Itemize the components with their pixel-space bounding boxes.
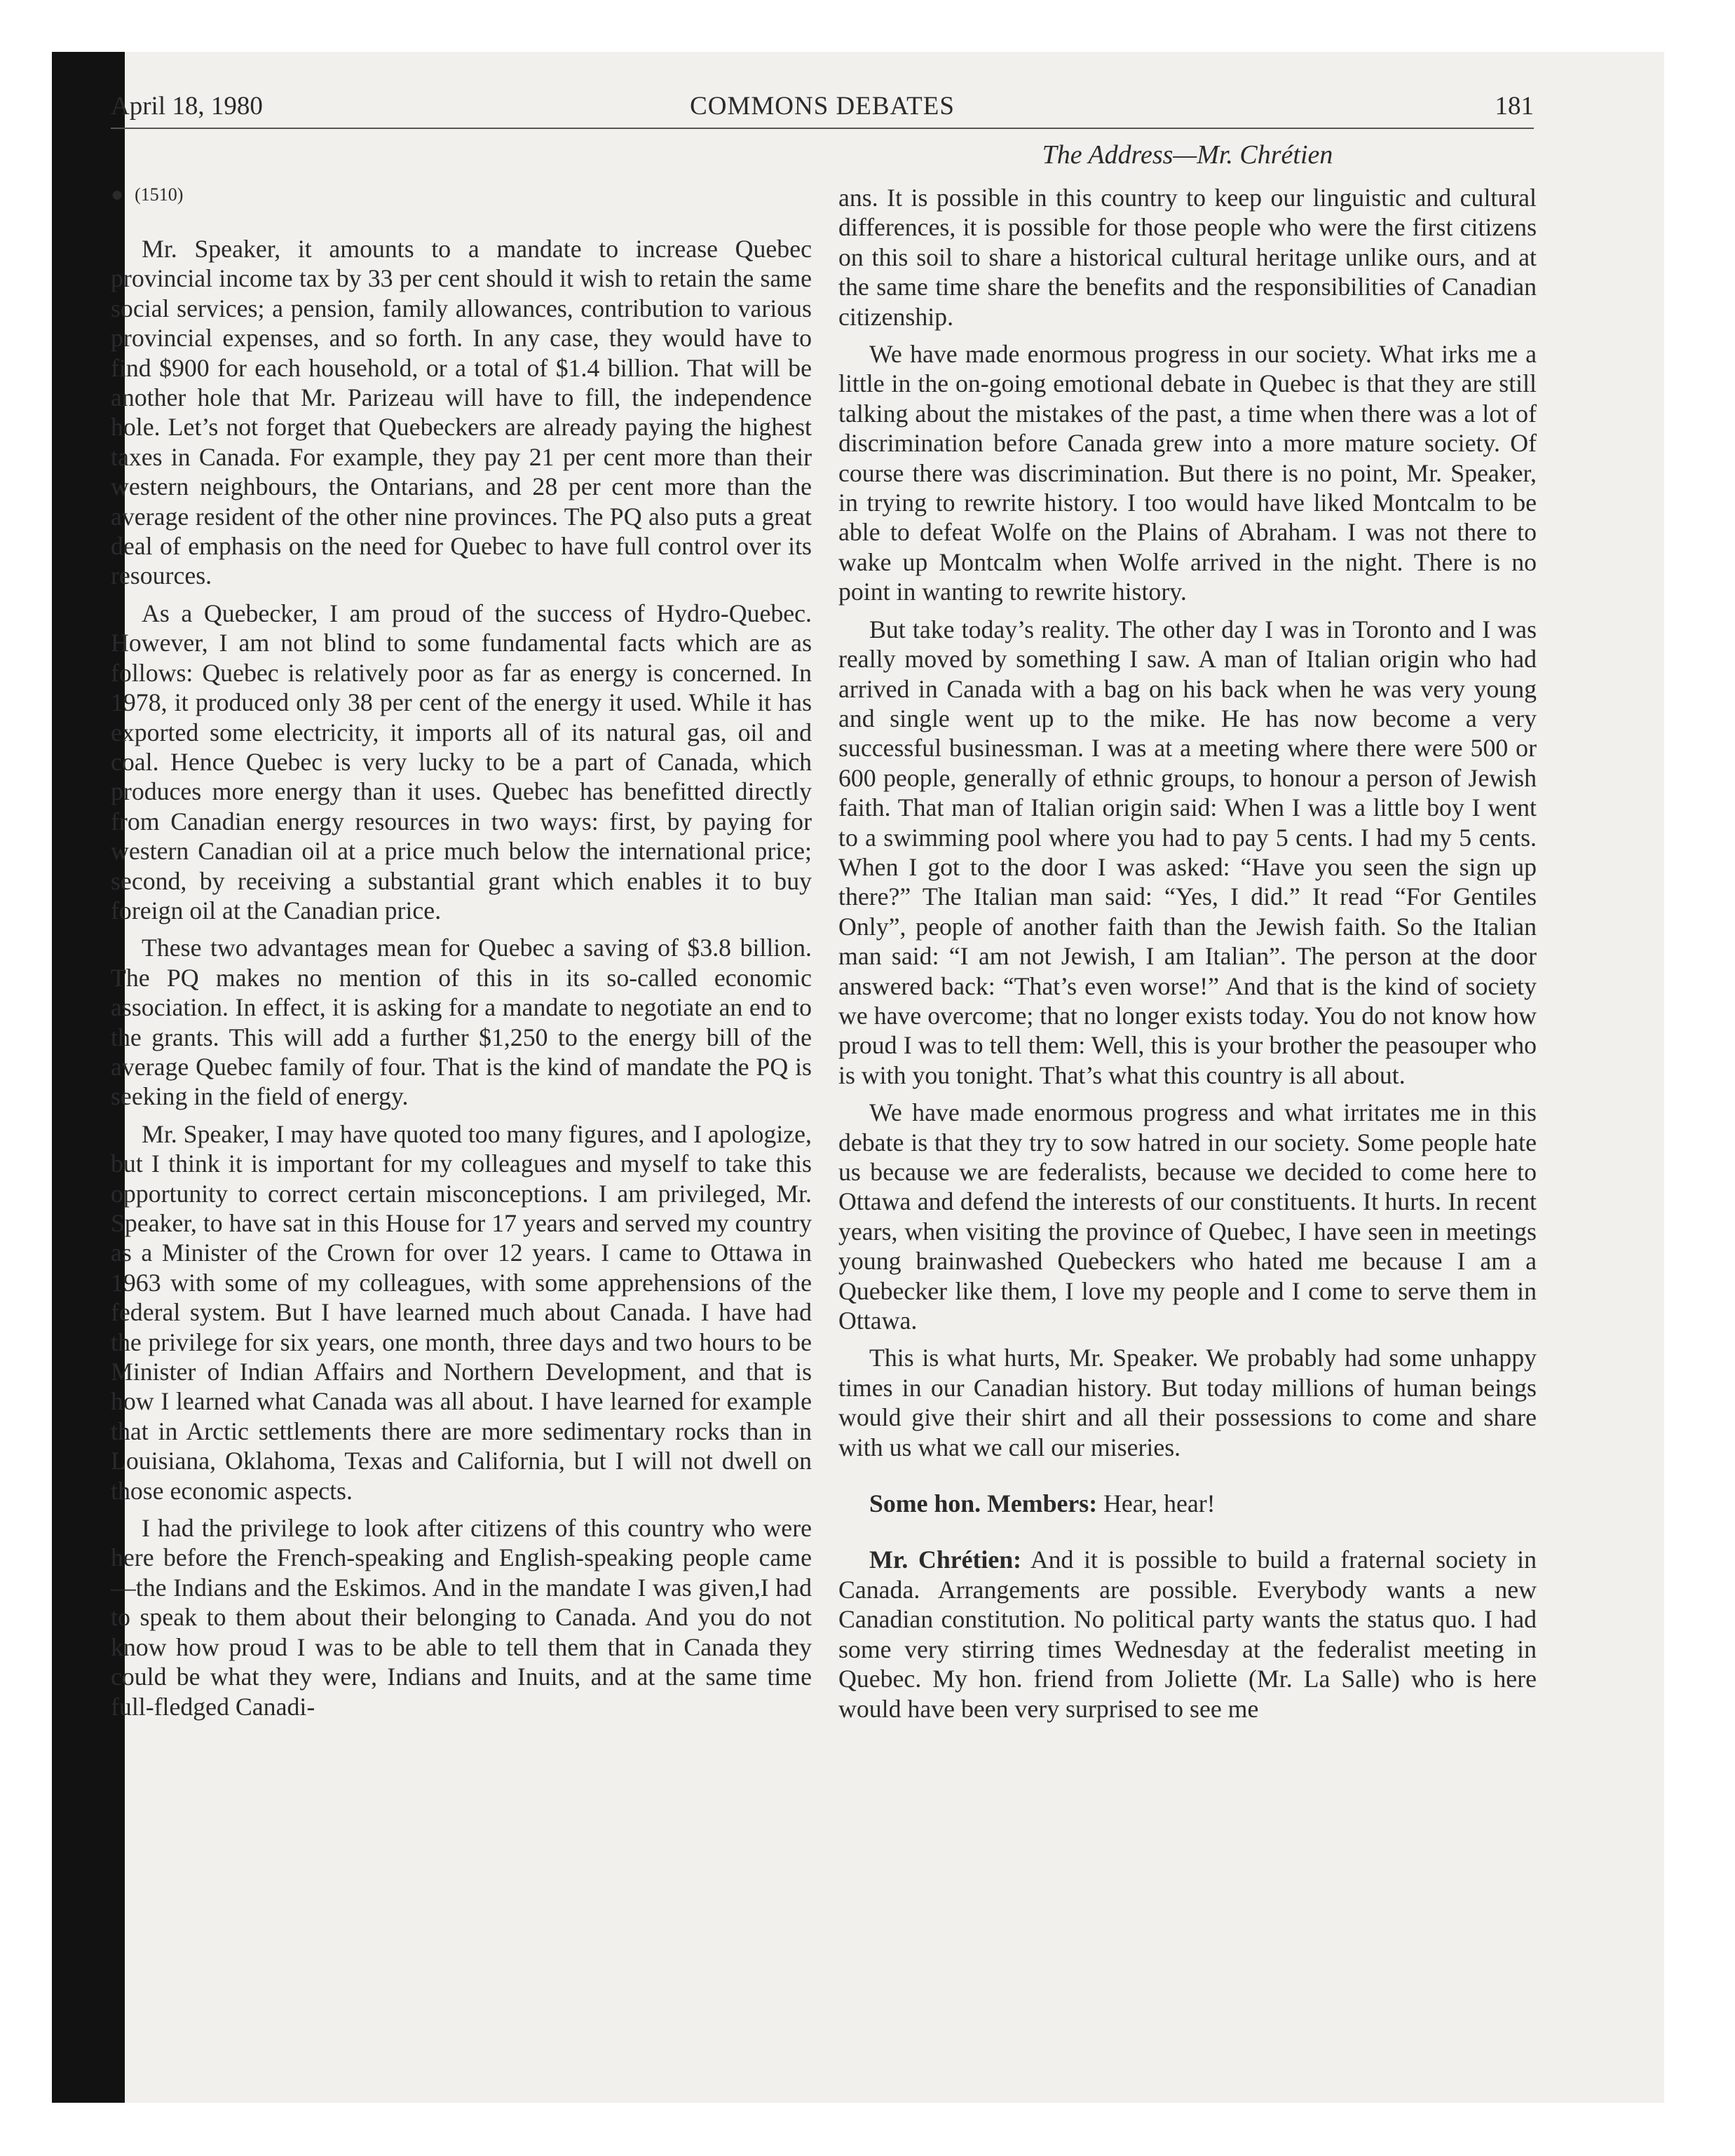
speaker-name: Mr. Chrétien: xyxy=(869,1546,1022,1574)
paragraph: Mr. Speaker, it amounts to a mandate to increase Quebec provincial income tax by 33 per cent should it wish to retain the same social services; a pension, family allowances, contribution to various provincial expenses, and so forth. In any case, they would have to find $900 for each household, or a total of $1.4 billion. That will be another hole that Mr. Parizeau will have to fill, the independence hole. Let’s not forget that Quebeckers are already paying the highest taxes in Canada. For example, they pay 21 per cent more than their western neighbours, the Ontarians, and 28 per cent more than the average resident of the other nine provinces. The PQ also puts a great deal of emphasis on the need for Quebec to have full control over its resources. xyxy=(111,235,812,590)
running-head xyxy=(111,86,1534,129)
paragraph: These two advantages mean for Quebec a saving of $3.8 billion. The PQ makes no mention of this in its so-called economic association. In effect, it is asking for a mandate to negotiate an end to the grants. This will add a further $1,250 to the energy bill of the average Quebec family of four. That is the kind of mandate the PQ is seeking in the field of energy. xyxy=(111,934,812,1111)
paragraph: We have made enormous progress in our society. What irks me a little in the on-going emotional debate in Quebec is that they are still talking about the mistakes of the past, a time when there was a lot of discrimination before Canada grew into a more mature society. Of course there was discrimination. But there is no point, Mr. Speaker, in trying to rewrite history. I too would have liked Montcalm to be able to defeat Wolfe on the Plains of Abraham. I was not there to wake up Montcalm when Wolfe arrived in the night. There is no point in wanting to rewrite history. xyxy=(838,340,1537,606)
speech-text: And it is possible to build a fraternal society in Canada. Arrangements are possible. Everybody wants a new Canadian constitution. No political party wants the status quo. I had some very stirring times Wednesday at the federalist meeting in Quebec. My hon. friend from Joliette (Mr. La Salle) who is here would have been very surprised to see me xyxy=(838,1546,1537,1723)
time-marker xyxy=(111,181,812,209)
header-date: April 18, 1980 xyxy=(111,92,263,121)
speech xyxy=(838,1545,1537,1723)
time-marker-text: (1510) xyxy=(135,184,184,205)
paragraph: This is what hurts, Mr. Speaker. We probably had some unhappy times in our Canadian history. But today millions of human beings would give their shirt and all their possessions to come and share with us what we call our miseries. xyxy=(838,1344,1537,1461)
paragraph: Mr. Speaker, I may have quoted too many figures, and I apologize, but I think it is important for my colleagues and myself to take this opportunity to correct certain misconceptions. I am privileged, Mr. Speaker, to have sat in this House for 17 years and served my country as a Minister of the Crown for over 12 years. I came to Ottawa in 1963 with some of my colleagues, with some apprehensions of the federal system. But I have learned much about Canada. I have had the privilege for six years, one month, three days and two hours to be Minister of Indian Affairs and Northern Development, and that is how I learned what Canada was all about. I have learned for example that in Arctic settlements there are more sedimentary rocks than in Louisiana, Oklahoma, Texas and California, but I will not dwell on those economic aspects. xyxy=(111,1119,812,1505)
left-column xyxy=(111,181,812,1729)
section-subheading: The Address—Mr. Chrétien xyxy=(1042,140,1333,170)
paragraph: But take today’s reality. The other day I was in Toronto and I was really moved by something I saw. A man of Italian origin who had arrived in Canada with a bag on his back when he was very young and single went up to the mike. He has now become a very successful businessman. I was at a meeting where there were 500 or 600 people, generally of ethnic groups, to honour a person of Jewish faith. That man of Italian origin said: When I was a little boy I went to a swimming pool where you had to pay 5 cents. I had my 5 cents. When I got to the door I was asked: “Have you seen the sign up there?” The Italian man said: “Yes, I did.” It read “For Gentiles Only”, people of another faith than the Jewish faith. So the Italian man said: “I am not Jewish, I am Italian”. The person at the door answered back: “That’s even worse!” And that is the kind of society we have overcome; that no longer exists today. You do not know how proud I was to tell them: Well, this is your brother the peasouper who is with you tonight. That’s what this country is all about. xyxy=(838,615,1537,1089)
right-column xyxy=(838,137,1537,1731)
paragraph: We have made enormous progress and what irritates me in this debate is that they try to sow hatred in our society. Some people hate us because we are federalists, because we decided to come here to Ottawa and defend the interests of our constituents. It hurts. In recent years, when visiting the province of Quebec, I have seen in meetings young brainwashed Quebeckers who hated me because I am a Quebecker like them, I love my people and I come to serve them in Ottawa. xyxy=(838,1098,1537,1335)
header-title: COMMONS DEBATES xyxy=(690,92,955,121)
interjection-text: Hear, hear! xyxy=(1103,1489,1216,1518)
paragraph: As a Quebecker, I am proud of the success of Hydro-Quebec. However, I am not blind to some fundamental facts which are as follows: Quebec is relatively poor as far as energy is concerned. In 1978, it produced only 38 per cent of the energy it used. While it has exported some electricity, it imports all of its natural gas, oil and coal. Hence Quebec is very lucky to be a part of Canada, which produces more energy than it uses. Quebec has benefitted directly from Canadian energy resources in two ways: first, by paying for western Canadian oil at a price much below the international price; second, by receiving a substantial grant which enables it to buy foreign oil at the Canadian price. xyxy=(111,599,812,925)
paragraph: ans. It is possible in this country to keep our linguistic and cultural differences, it is possible for those people who were the first citizens on this soil to share a historical cultural heritage unlike ours, and at the same time share the benefits and the responsibilities of Canadian citizenship. xyxy=(838,184,1537,331)
speaker-name: Some hon. Members: xyxy=(869,1489,1098,1518)
page-number: 181 xyxy=(1495,92,1534,121)
interjection xyxy=(838,1489,1537,1518)
bullet-icon: ● xyxy=(111,183,124,206)
paragraph: I had the privilege to look after citizens of this country who were here before the French-speaking and English-speaking people came—the Indians and the Eskimos. And in the mandate I was given,I had to speak to them about their belonging to Canada. And you do not know how proud I was to be able to tell them that in Canada they could be what they were, Indians and Inuits, and at the same time full-fledged Canadi- xyxy=(111,1514,812,1721)
